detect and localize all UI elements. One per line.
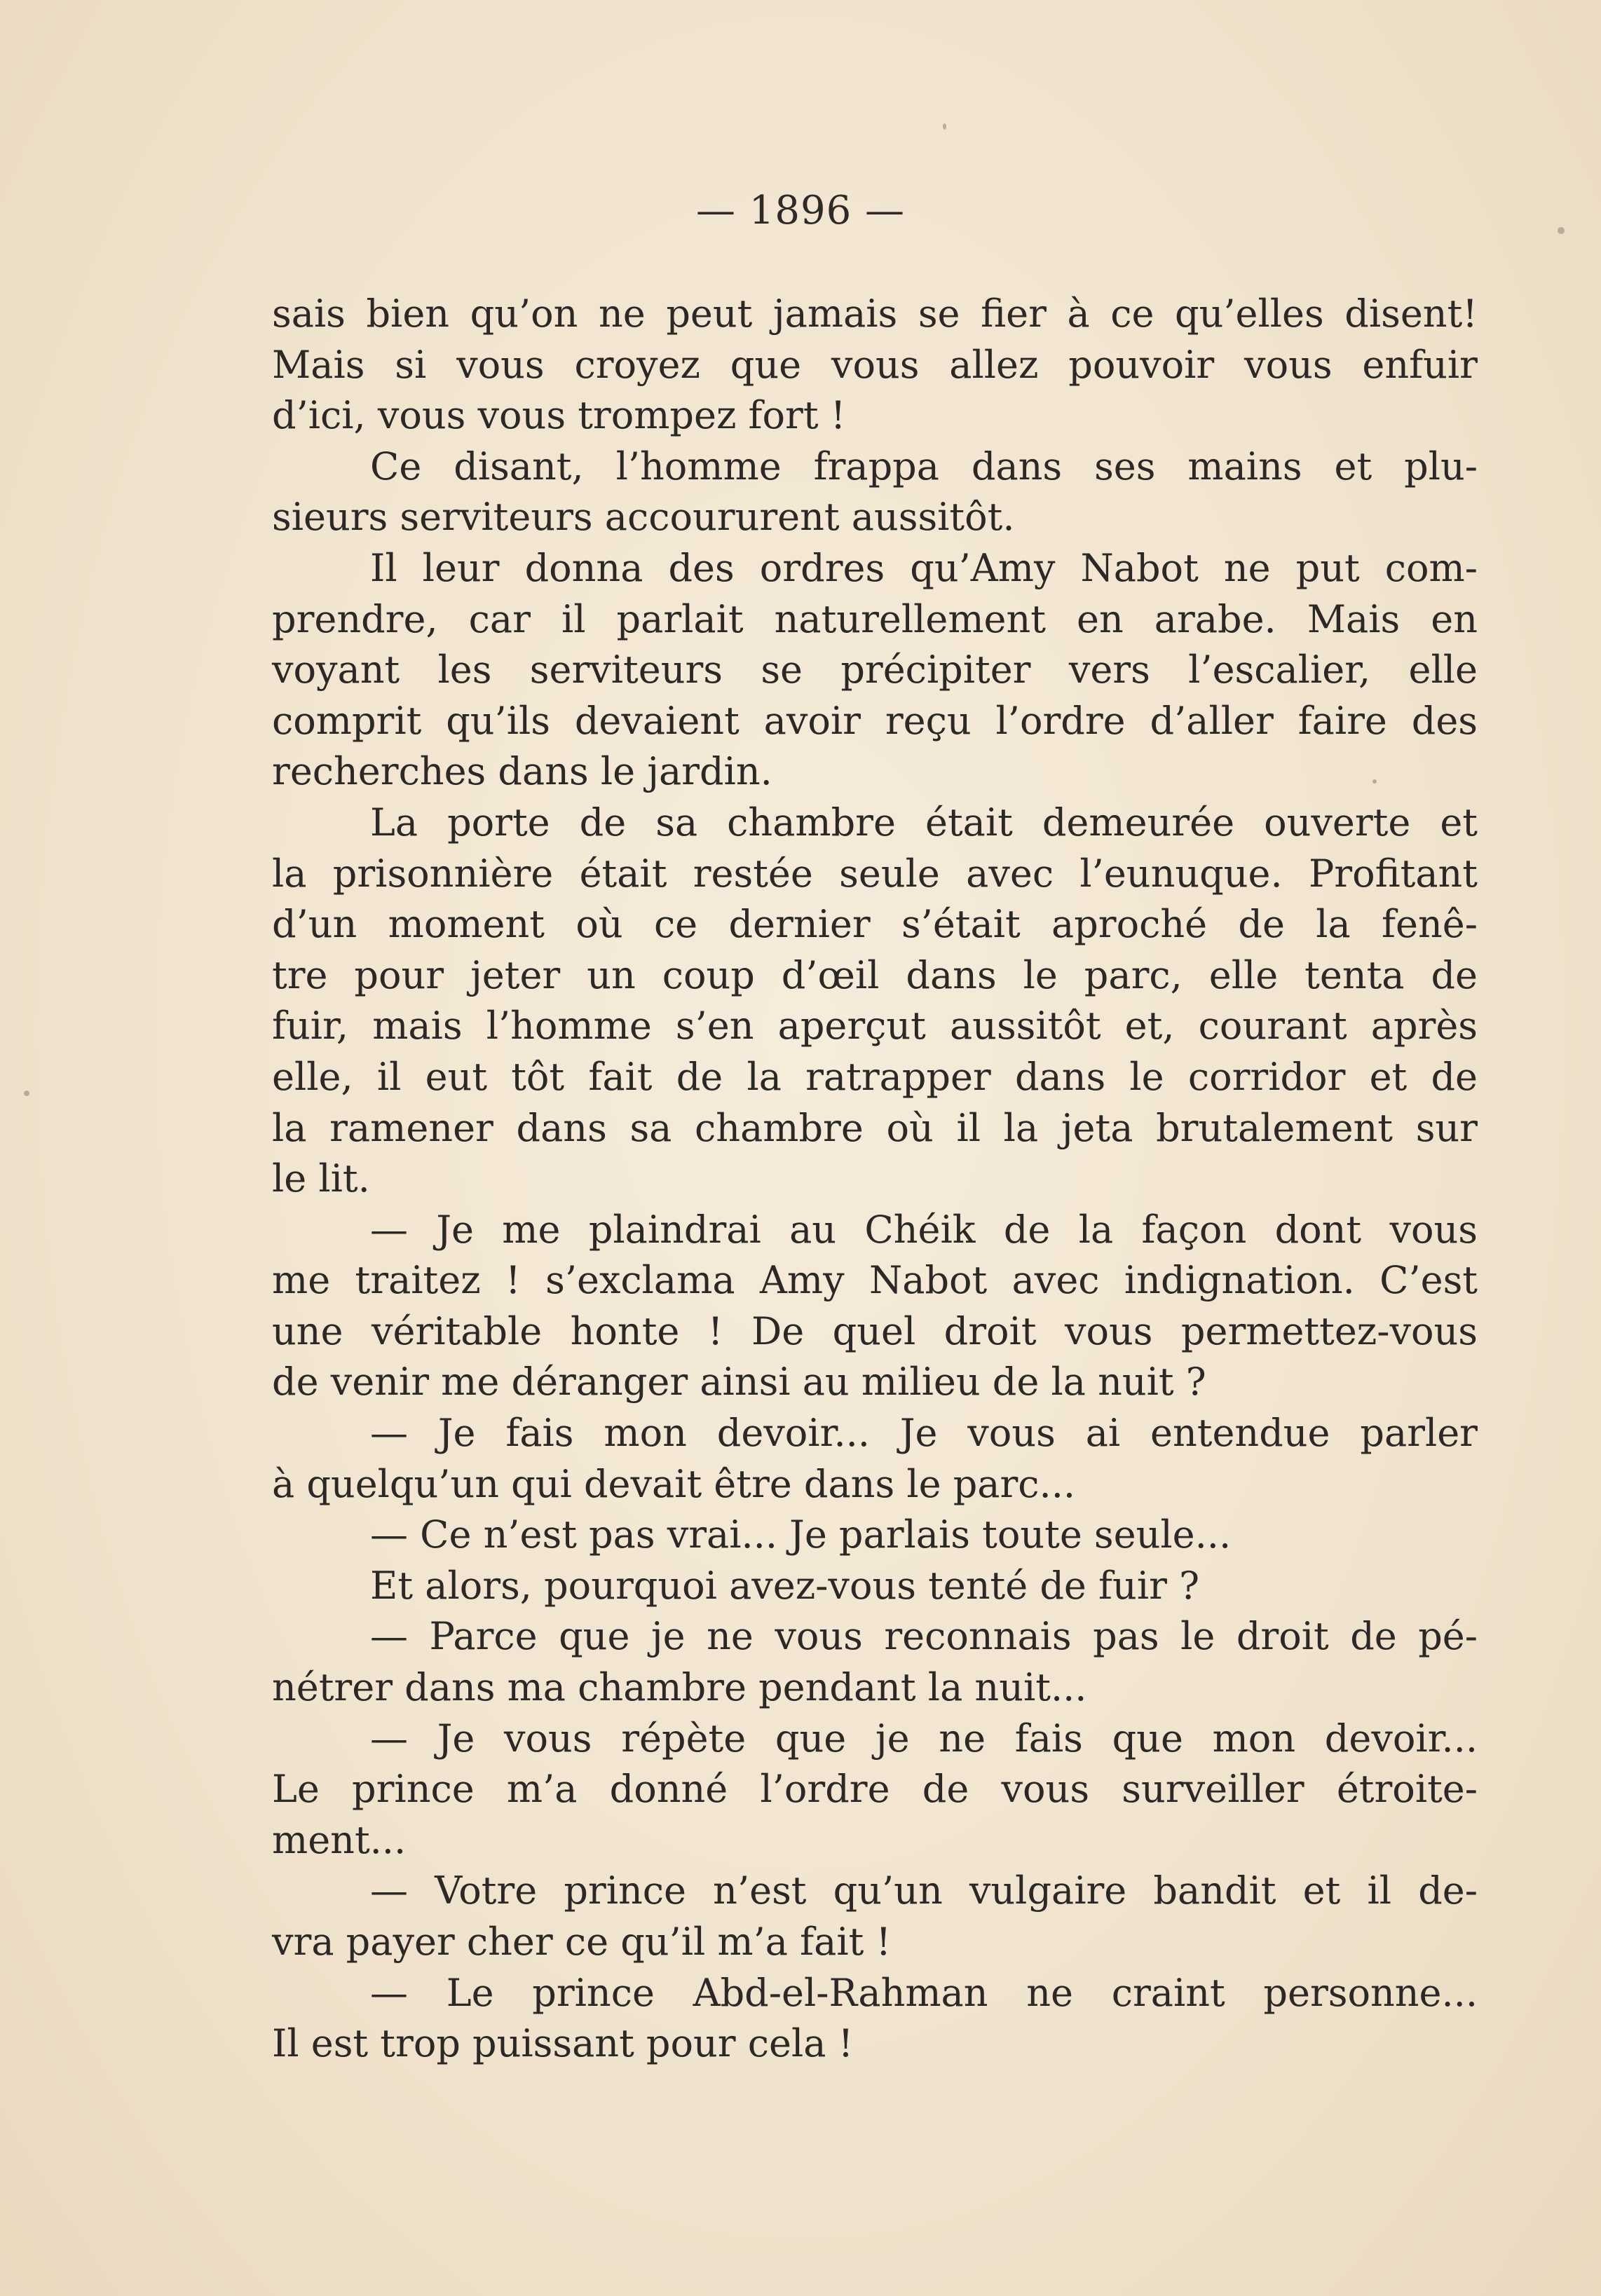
text-line: la ramener dans sa chambre où il la jeta brutalement sur [272, 1105, 1478, 1150]
text-line: de venir me déranger ainsi au milieu de la nuit ? [272, 1360, 1206, 1405]
paper-speck [24, 1091, 29, 1096]
text-line: — Je fais mon devoir... Je vous ai entendue parler [370, 1411, 1478, 1456]
text-line: Le prince m’a donné l’ordre de vous surveiller étroite- [272, 1767, 1478, 1812]
text-line: d’ici, vous vous trompez fort ! [272, 393, 846, 438]
text-line: La porte de sa chambre était demeurée ouverte et [370, 800, 1478, 845]
text-line: d’un moment où ce dernier s’était aproché de la fenê- [272, 902, 1478, 947]
text-line: nétrer dans ma chambre pendant la nuit... [272, 1665, 1087, 1710]
text-line: voyant les serviteurs se précipiter vers l’escalier, elle [272, 648, 1478, 692]
text-line: Ce disant, l’homme frappa dans ses mains et plu- [370, 444, 1478, 488]
text-line: — Le prince Abd-el-Rahman ne craint personne... [370, 1970, 1478, 2015]
text-line: elle, il eut tôt fait de la ratrapper dans le corridor et de [272, 1054, 1478, 1099]
text-line: — Parce que je ne vous reconnais pas le droit de pé- [370, 1614, 1478, 1659]
text-line: Mais si vous croyez que vous allez pouvoir vous enfuir [272, 342, 1478, 387]
paper-speck [943, 123, 946, 130]
text-line: sieurs serviteurs accoururent aussitôt. [272, 495, 1015, 540]
text-line: le lit. [272, 1156, 370, 1201]
paper-speck [1372, 779, 1377, 784]
text-line: à quelqu’un qui devait être dans le parc... [272, 1461, 1076, 1506]
text-line: — Ce n’est pas vrai... Je parlais toute seule... [370, 1512, 1232, 1557]
text-line: Et alors, pourquoi avez-vous tenté de fuir ? [370, 1563, 1200, 1608]
text-line: vra payer cher ce qu’il m’a fait ! [272, 1920, 892, 1964]
text-line: la prisonnière était restée seule avec l’eunuque. Profitant [272, 851, 1478, 896]
text-line: sais bien qu’on ne peut jamais se fier à ce qu’elles disent! [272, 292, 1478, 336]
text-line: — Votre prince n’est qu’un vulgaire bandit et il de- [370, 1868, 1478, 1913]
body-text [272, 289, 1478, 2070]
text-line: me traitez ! s’exclama Amy Nabot avec indignation. C’est [272, 1258, 1478, 1303]
text-line: prendre, car il parlait naturellement en arabe. Mais en [272, 596, 1478, 641]
text-line: — Je me plaindrai au Chéik de la façon dont vous [370, 1207, 1478, 1252]
text-line: Il leur donna des ordres qu’Amy Nabot ne put com- [370, 545, 1478, 590]
text-line: fuir, mais l’homme s’en aperçut aussitôt et, courant après [272, 1004, 1478, 1048]
text-line: — Je vous répète que je ne fais que mon devoir... [370, 1716, 1478, 1761]
text-line: tre pour jeter un coup d’œil dans le parc, elle tenta de [272, 952, 1478, 997]
text-line: recherches dans le jardin. [272, 749, 772, 794]
paper-speck [1558, 227, 1565, 234]
text-line: ment... [272, 1817, 407, 1862]
text-line: Il est trop puissant pour cela ! [272, 2021, 854, 2066]
text-line: comprit qu’ils devaient avoir reçu l’ordre d’aller faire des [272, 698, 1478, 743]
page-number: — 1896 — [695, 188, 906, 233]
text-line: une véritable honte ! De quel droit vous permettez-vous [272, 1308, 1478, 1353]
